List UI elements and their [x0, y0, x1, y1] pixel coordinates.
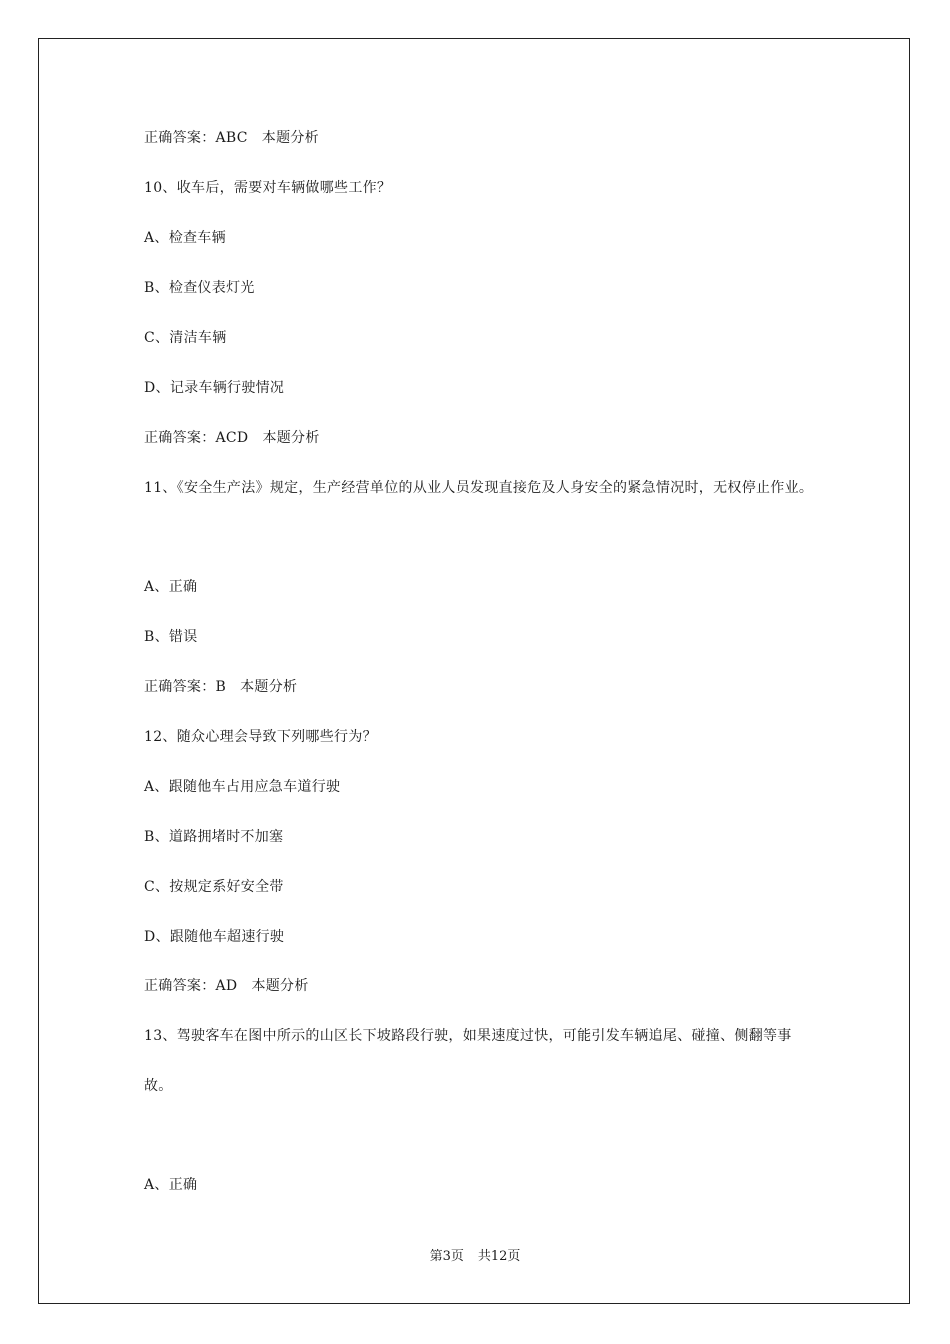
page-total: 共12页	[477, 1249, 521, 1264]
option-c: C、按规定系好安全带	[144, 879, 284, 895]
question-13: 13、驾驶客车在图中所示的山区长下坡路段行驶，如果速度过快，可能引发车辆追尾、碰撞、侧翻等事故。	[144, 1028, 792, 1094]
option-b: B、道路拥堵时不加塞	[144, 829, 284, 845]
analysis-label: 本题分析	[251, 978, 309, 994]
answer-line	[144, 677, 297, 697]
page-number: 第3页	[429, 1249, 464, 1264]
option-b: B、检查仪表灯光	[144, 280, 255, 296]
answer-prefix: 正确答案：	[144, 430, 216, 446]
analysis-label: 本题分析	[262, 430, 320, 446]
answer-value: B	[215, 679, 227, 695]
option-a: A、跟随他车占用应急车道行驶	[144, 779, 341, 795]
question-12: 12、随众心理会导致下列哪些行为？	[144, 729, 377, 745]
answer-value: ACD	[215, 430, 249, 446]
analysis-label: 本题分析	[261, 130, 319, 146]
answer-value: ABC	[215, 130, 248, 146]
answer-line	[144, 428, 320, 448]
answer-prefix: 正确答案：	[144, 978, 216, 994]
answer-line	[144, 976, 309, 996]
question-11: 11、《安全生产法》规定，生产经营单位的从业人员发现直接危及人身安全的紧急情况时，无权停止作业。	[144, 480, 814, 496]
option-a: A、检查车辆	[144, 230, 226, 246]
option-b: B、错误	[144, 629, 198, 645]
option-a: A、正确	[144, 1177, 198, 1193]
option-d: D、跟随他车超速行驶	[144, 929, 285, 945]
page-footer	[0, 1248, 950, 1266]
option-a: A、正确	[144, 579, 198, 595]
analysis-label: 本题分析	[240, 679, 298, 695]
answer-line	[144, 128, 319, 148]
answer-value: AD	[215, 978, 238, 994]
option-d: D、记录车辆行驶情况	[144, 380, 285, 396]
answer-prefix: 正确答案：	[144, 130, 216, 146]
question-10: 10、收车后，需要对车辆做哪些工作？	[144, 180, 392, 196]
answer-prefix: 正确答案：	[144, 679, 216, 695]
option-c: C、清洁车辆	[144, 330, 227, 346]
